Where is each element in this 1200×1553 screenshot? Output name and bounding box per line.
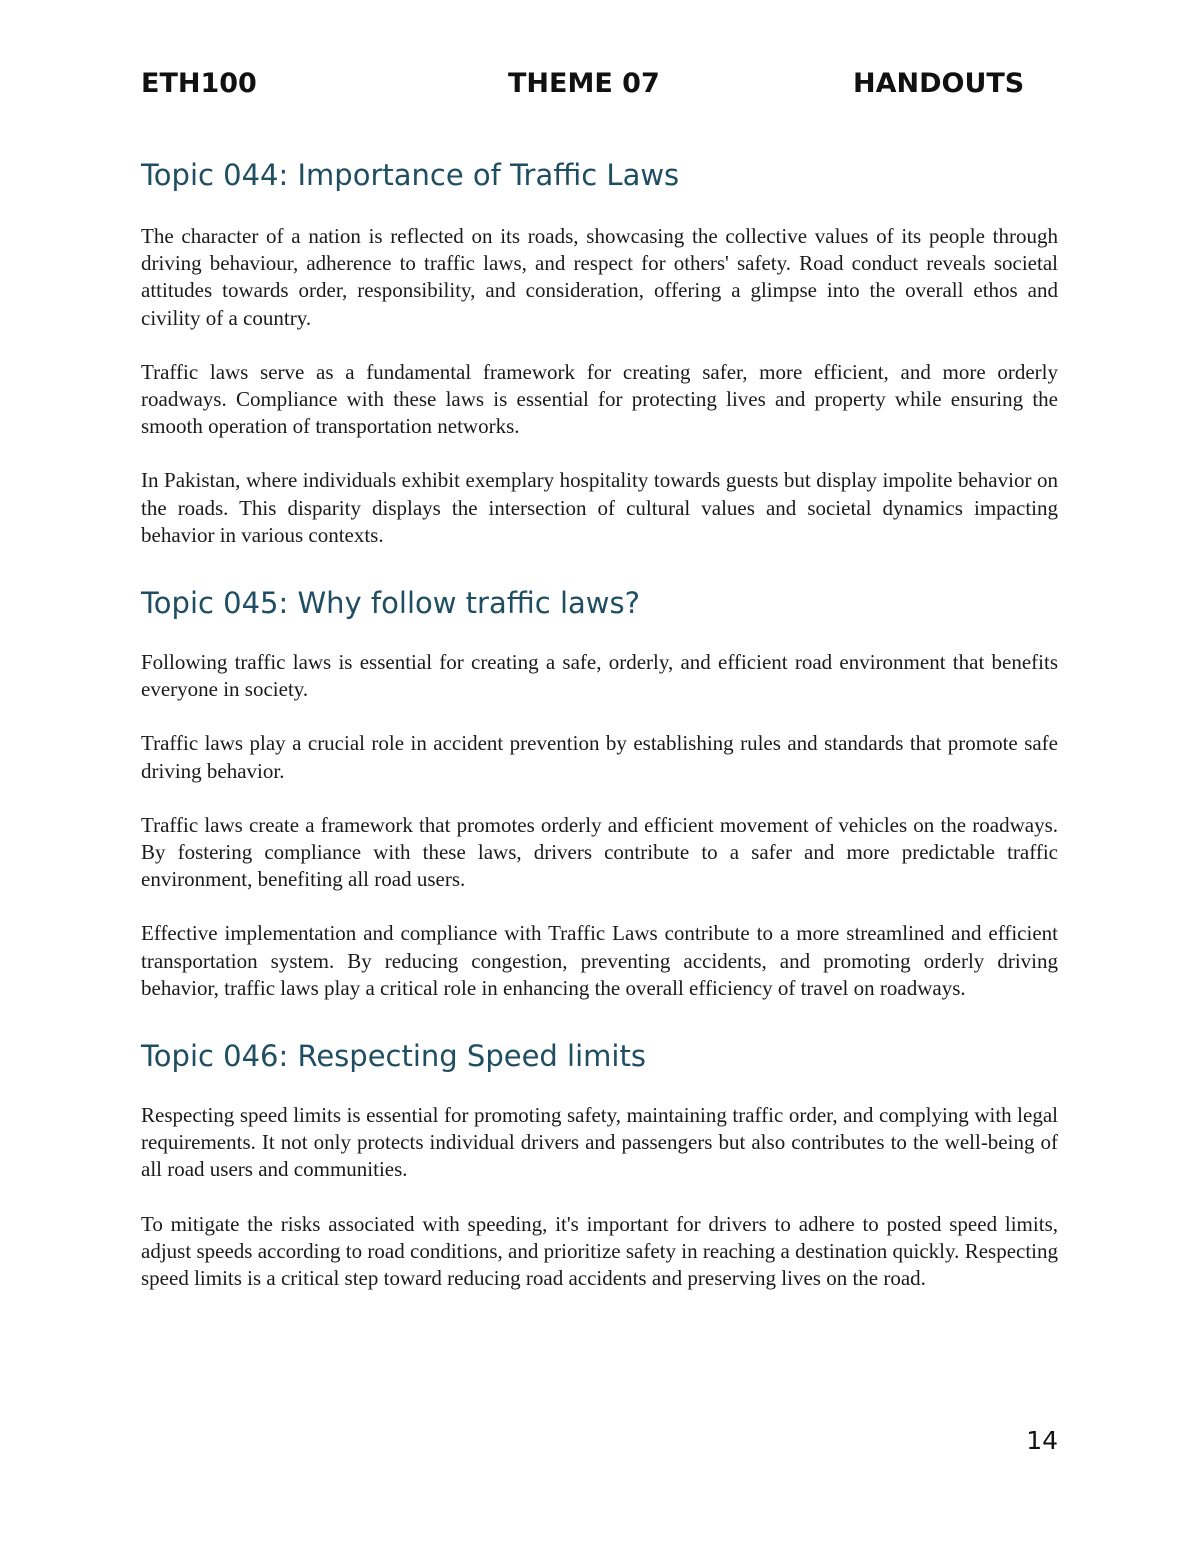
page-header: [141, 68, 1026, 108]
paragraph: Traffic laws play a crucial role in accident prevention by establishing rules and standards that promote safe driving behavior.: [141, 731, 1058, 783]
paragraph: To mitigate the risks associated with speeding, it's important for drivers to adhere to posted speed limits, adjust speeds according to road conditions, and prioritize safety in reaching a destination quickly. Respecting speed limits is a critical step toward reducing road accidents and preserving lives on the road.: [141, 1211, 1058, 1291]
paragraph: Traffic laws create a framework that promotes orderly and efficient movement of vehicles on the roadways. By fostering compliance with these laws, drivers contribute to a safer and more predictable traffic environment, benefiting all road users.: [141, 812, 1058, 892]
header-course-code: ETH100: [141, 68, 257, 99]
header-theme: THEME 07: [508, 68, 660, 99]
section-topic-045: [141, 583, 1058, 1002]
section-title: Topic 044: Importance of Traffic Laws: [141, 158, 680, 192]
section-title: Topic 045: Why follow traffic laws?: [141, 586, 640, 621]
header-handouts: HANDOUTS: [853, 68, 1025, 99]
page-content: [141, 155, 1058, 1292]
paragraph: Traffic laws serve as a fundamental framework for creating safer, more efficient, and more orderly roadways. Compliance with these laws is essential for protecting lives and property while ensuring the smooth operation of transportation networks.: [141, 359, 1058, 439]
section-title: Topic 046: Respecting Speed limits: [141, 1039, 646, 1074]
paragraph: Respecting speed limits is essential for promoting safety, maintaining traffic order, and complying with legal requirements. It not only protects individual drivers and passengers but also contributes to the well-being of all road users and communities.: [141, 1103, 1058, 1182]
section-topic-046: [141, 1036, 1058, 1292]
page-number: 14: [1026, 1426, 1058, 1455]
section-topic-044: [141, 155, 1058, 549]
paragraph: Effective implementation and compliance with Traffic Laws contribute to a more streamlined and efficient transportation system. By reducing congestion, preventing accidents, and promoting orderly driving behavior, traffic laws play a critical role in enhancing the overall efficiency of travel on roadways.: [141, 921, 1058, 1000]
paragraph: The character of a nation is reflected on its roads, showcasing the collective values of its people through driving behaviour, adherence to traffic laws, and respect for others' safety. Road conduct reveals societal attitudes towards order, responsibility, and consideration, offering a glimpse into the overall ethos and civility of a country.: [141, 224, 1058, 330]
paragraph: In Pakistan, where individuals exhibit exemplary hospitality towards guests but display impolite behavior on the roads. This disparity displays the intersection of cultural values and societal dynamics impacting behavior in various contexts.: [141, 468, 1058, 547]
paragraph: Following traffic laws is essential for creating a safe, orderly, and efficient road environment that benefits everyone in society.: [141, 650, 1058, 702]
